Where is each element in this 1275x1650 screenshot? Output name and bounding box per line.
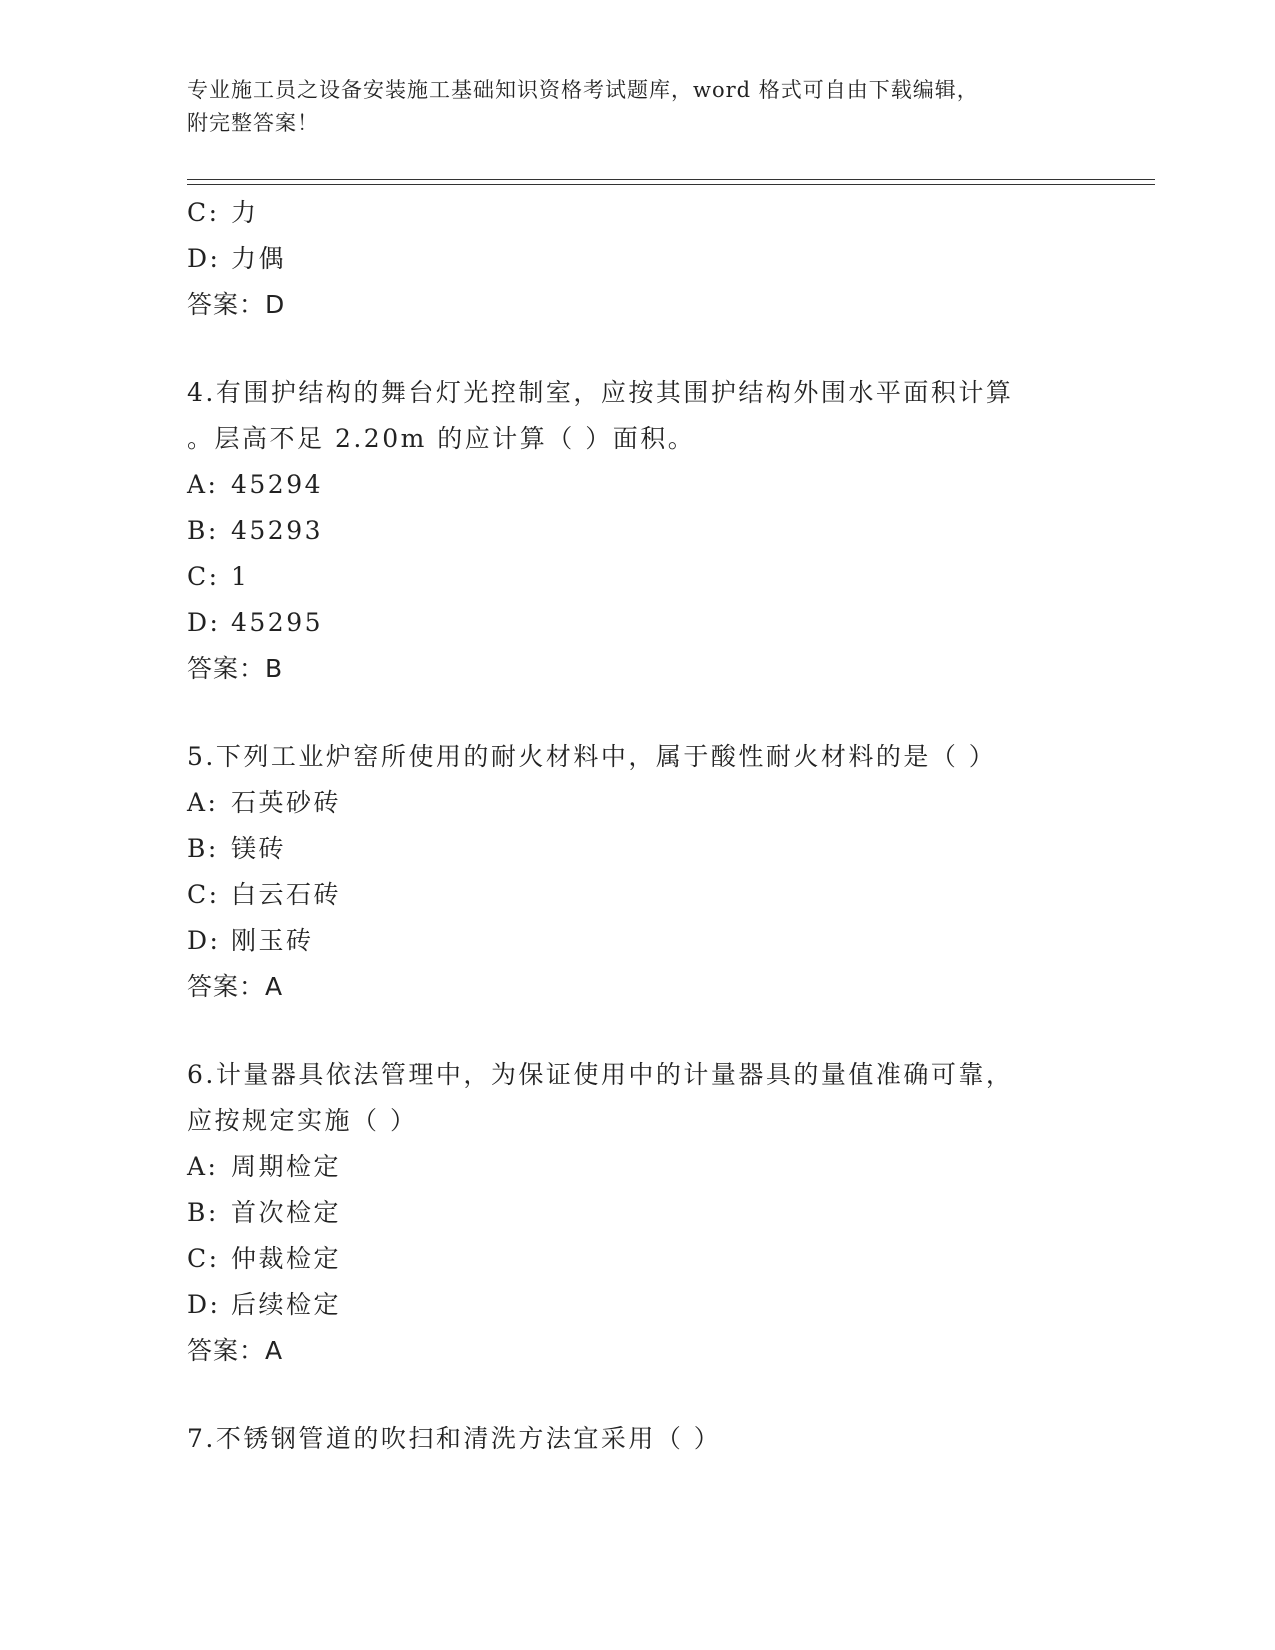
option-label: B: xyxy=(187,516,219,545)
option-label: D: xyxy=(187,1290,221,1319)
question-7 xyxy=(187,1416,1087,1462)
option-label: A: xyxy=(187,470,219,499)
question-stem-continued: 应按规定实施（ ） xyxy=(187,1106,418,1135)
option-b xyxy=(187,1190,1087,1236)
question-4 xyxy=(187,370,1087,692)
option-label: A: xyxy=(187,1152,219,1181)
option-text: 镁砖 xyxy=(231,834,287,863)
question-stem: 7.不锈钢管道的吹扫和清洗方法宜采用（ ） xyxy=(187,1424,722,1453)
answer: 答案：A xyxy=(187,1336,284,1365)
question-3-tail xyxy=(187,190,1087,328)
option-label: B: xyxy=(187,1198,219,1227)
option-text: 45295 xyxy=(231,608,324,637)
option-label: D: xyxy=(187,926,221,955)
option-text: 首次检定 xyxy=(231,1198,342,1227)
option-a xyxy=(187,462,1087,508)
option-text: 后续检定 xyxy=(231,1290,342,1319)
option-text: 仲裁检定 xyxy=(231,1244,342,1273)
option-b xyxy=(187,826,1087,872)
question-6 xyxy=(187,1052,1087,1374)
answer: 答案：B xyxy=(187,654,284,683)
option-c xyxy=(187,190,1087,236)
option-label: C: xyxy=(187,1244,220,1273)
header-line-1: 专业施工员之设备安装施工基础知识资格考试题库，word 格式可自由下载编辑， xyxy=(187,78,979,102)
option-label: D: xyxy=(187,608,221,637)
document-header xyxy=(187,74,1077,140)
option-text: 力偶 xyxy=(231,244,287,273)
answer: 答案：A xyxy=(187,972,284,1001)
header-line-2: 附完整答案！ xyxy=(187,111,319,135)
answer: 答案：D xyxy=(187,290,286,319)
option-label: C: xyxy=(187,880,220,909)
option-b xyxy=(187,508,1087,554)
option-text: 45293 xyxy=(231,516,324,545)
option-label: A: xyxy=(187,788,219,817)
option-label: C: xyxy=(187,562,220,591)
question-5 xyxy=(187,734,1087,1010)
option-text: 刚玉砖 xyxy=(231,926,314,955)
question-stem: 4.有围护结构的舞台灯光控制室，应按其围护结构外围水平面积计算 xyxy=(187,378,1014,407)
option-c xyxy=(187,1236,1087,1282)
option-c xyxy=(187,554,1087,600)
question-stem: 6.计量器具依法管理中，为保证使用中的计量器具的量值准确可靠， xyxy=(187,1060,1014,1089)
option-d xyxy=(187,918,1087,964)
question-list xyxy=(187,190,1087,1462)
option-d xyxy=(187,1282,1087,1328)
header-divider-top xyxy=(187,179,1155,180)
option-text: 1 xyxy=(231,562,250,591)
option-text: 石英砂砖 xyxy=(231,788,342,817)
option-d xyxy=(187,236,1087,282)
question-stem-continued: 。层高不足 2.20m 的应计算（ ）面积。 xyxy=(187,424,696,453)
option-c xyxy=(187,872,1087,918)
option-a xyxy=(187,780,1087,826)
option-text: 45294 xyxy=(231,470,324,499)
option-label: C: xyxy=(187,198,220,227)
question-stem: 5.下列工业炉窑所使用的耐火材料中，属于酸性耐火材料的是（ ） xyxy=(187,742,997,771)
option-text: 力 xyxy=(231,198,259,227)
option-d xyxy=(187,600,1087,646)
option-a xyxy=(187,1144,1087,1190)
option-label: B: xyxy=(187,834,219,863)
option-text: 白云石砖 xyxy=(231,880,342,909)
option-text: 周期检定 xyxy=(231,1152,342,1181)
header-divider-bottom xyxy=(187,184,1155,185)
option-label: D: xyxy=(187,244,221,273)
